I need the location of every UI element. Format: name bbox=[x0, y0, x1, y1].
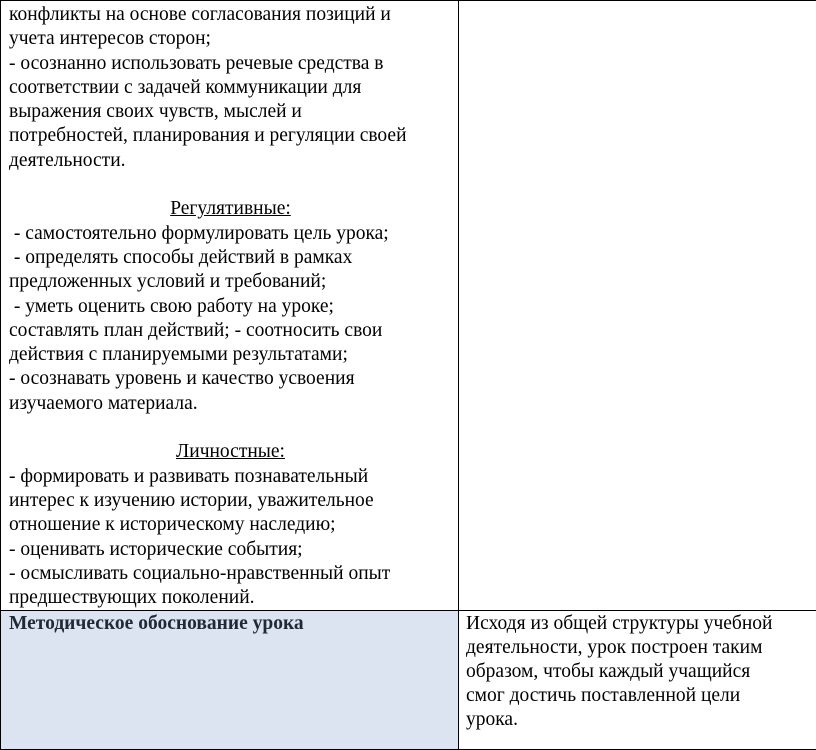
method-text-cell bbox=[459, 611, 816, 750]
intro-line: учета интересов сторон; bbox=[9, 27, 452, 51]
method-text-line: деятельности, урок построен таким bbox=[466, 636, 810, 660]
personal-line: интерес к изучению истории, уважительное bbox=[9, 489, 452, 513]
method-text-line: смог достичь поставленной цели bbox=[466, 684, 810, 708]
method-row bbox=[1, 611, 816, 750]
personal-line: отношение к историческому наследию; bbox=[9, 513, 452, 537]
method-text-line: урока. bbox=[466, 708, 810, 732]
competencies-content bbox=[1, 1, 458, 610]
regulative-line: - осознавать уровень и качество усвоения bbox=[9, 367, 452, 391]
intro-line: - осознанно использовать речевые средства в bbox=[9, 52, 452, 76]
intro-line: соответствии с задачей коммуникации для bbox=[9, 76, 452, 100]
intro-line: выражения своих чувств, мыслей и bbox=[9, 100, 452, 124]
regulative-line: - определять способы действий в рамках bbox=[9, 246, 452, 270]
method-label: Методическое обоснование урока bbox=[1, 611, 458, 636]
regulative-line: - самостоятельно формулировать цель урока; bbox=[9, 222, 452, 246]
method-text-line: образом, чтобы каждый учащийся bbox=[466, 660, 810, 684]
empty-cell bbox=[459, 1, 816, 611]
regulative-line: изучаемого материала. bbox=[9, 392, 452, 416]
regulative-line: предложенных условий и требований; bbox=[9, 270, 452, 294]
spacer bbox=[9, 416, 452, 440]
regulative-line: действия с планируемыми результатами; bbox=[9, 343, 452, 367]
personal-line: - формировать и развивать познавательный bbox=[9, 465, 452, 489]
intro-line: деятельности. bbox=[9, 149, 452, 173]
personal-line: - осмысливать социально-нравственный опыт bbox=[9, 562, 452, 586]
competencies-cell bbox=[1, 1, 459, 611]
intro-line: конфликты на основе согласования позиций и bbox=[9, 3, 452, 27]
regulative-title: Регулятивные: bbox=[9, 197, 452, 221]
regulative-line: составлять план действий; - соотносить свои bbox=[9, 319, 452, 343]
spacer bbox=[9, 173, 452, 197]
regulative-line: - уметь оценить свою работу на уроке; bbox=[9, 295, 452, 319]
method-text-line: Исходя из общей структуры учебной bbox=[466, 612, 810, 636]
personal-line: предшествующих поколений. bbox=[9, 586, 452, 610]
method-text bbox=[459, 611, 816, 732]
intro-line: потребностей, планирования и регуляции своей bbox=[9, 124, 452, 148]
personal-title: Личностные: bbox=[9, 440, 452, 464]
personal-line: - оценивать исторические события; bbox=[9, 538, 452, 562]
competencies-row bbox=[1, 1, 816, 611]
method-label-cell bbox=[1, 611, 459, 750]
